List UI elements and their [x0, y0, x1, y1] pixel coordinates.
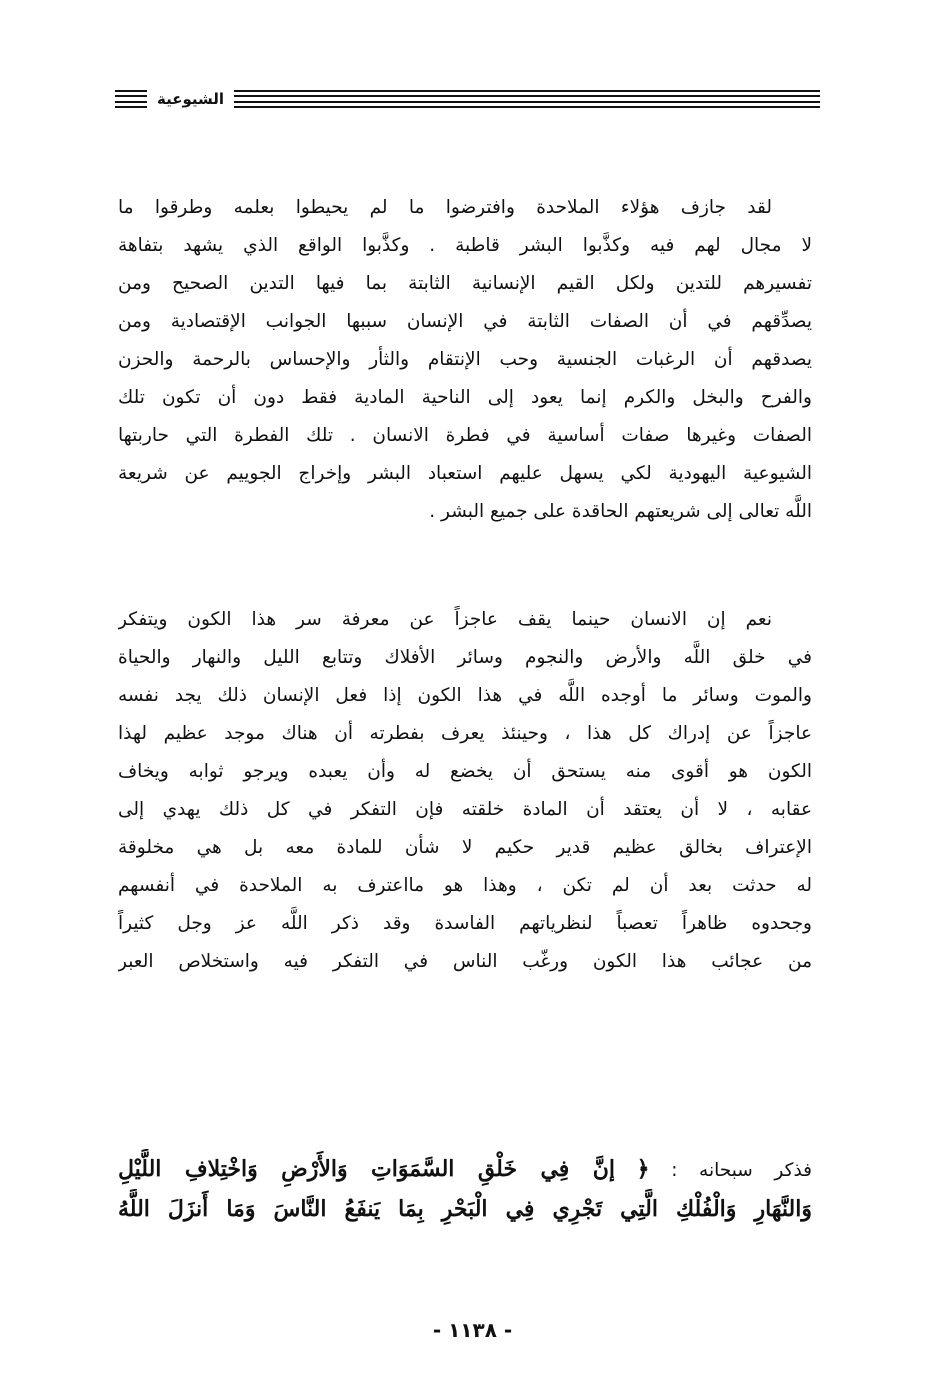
- page-number: - ١١٣٨ -: [432, 1318, 513, 1342]
- text-line: يصدقهم أن الرغبات الجنسية وحب الإنتقام والثأر والإحساس بالرحمة والحزن: [118, 349, 812, 370]
- header-rule-long: [234, 90, 820, 108]
- running-header: [115, 88, 820, 110]
- quran-intro: فذكر سبحانه :: [671, 1160, 812, 1181]
- paragraph-2: [118, 601, 812, 981]
- quran-line-1: [118, 1149, 812, 1189]
- paragraph-1: [118, 189, 812, 531]
- header-rule-small: [115, 90, 147, 108]
- quran-verse: [118, 1149, 812, 1229]
- text-line: الشيوعية اليهودية لكي يسهل عليهم استعباد البشر وإخراج الجوييم عن شريعة: [118, 463, 812, 484]
- text-line: الصفات وغيرها صفات أساسية في فطرة الانسان . تلك الفطرة التي حاربتها: [118, 425, 812, 446]
- text-line: وجحدوه ظاهراً تعصباً لنظرياتهم الفاسدة وقد ذكر اللَّه عز وجل كثيراً: [118, 913, 812, 934]
- quran-open-bracket: ﴿: [636, 1156, 650, 1182]
- text-line: يصدِّقهم في أن الصفات الثابتة في الإنسان سببها الجوانب الإقتصادية ومن: [118, 311, 812, 332]
- text-line: في خلق اللَّه والأرض والنجوم وسائر الأفلاك وتتابع الليل والنهار والحياة: [118, 647, 812, 668]
- text-line: تفسيرهم للتدين ولكل القيم الإنسانية الثابتة بما فيها التدين الصحيح ومن: [118, 273, 812, 294]
- quran-line-2: وَالنَّهَارِ وَالْفُلْكِ الَّتِي تَجْرِي فِي الْبَحْرِ بِمَا يَنفَعُ النَّاسَ وَمَا أَنزَلَ اللَّهُ: [118, 1196, 812, 1222]
- text-line: اللَّه تعالى إلى شريعتهم الحاقدة على جميع البشر .: [429, 501, 812, 522]
- text-line: الإعتراف بخالق عظيم قدير حكيم لا شأن للمادة معه بل هي مخلوقة: [118, 837, 812, 858]
- text-line: نعم إن الانسان حينما يقف عاجزاً عن معرفة سر هذا الكون ويتفكر: [118, 609, 772, 630]
- text-line: الكون هو أقوى منه يستحق أن يخضع له وأن يعبده ويرجو ثوابه ويخاف: [118, 761, 812, 782]
- text-line: له حدثت بعد أن لم تكن ، وهذا هو مااعترف به الملاحدة في أنفسهم: [118, 875, 812, 896]
- text-line: عاجزاً عن إدراك كل هذا ، وحينئذ يعرف بفطرته أن هناك موجد عظيم لهذا: [118, 723, 812, 744]
- text-line: لا مجال لهم فيه وكذَّبوا البشر قاطبة . وكذَّبوا الواقع الذي يشهد بتفاهة: [118, 235, 812, 256]
- text-line: من عجائب هذا الكون ورغّب الناس في التفكر فيه واستخلاص العبر: [118, 951, 812, 972]
- text-line: والفرح والبخل والكرم إنما يعود إلى الناحية المادية فقط دون أن تكون تلك: [118, 387, 812, 408]
- text-line: لقد جازف هؤلاء الملاحدة وافترضوا ما لم يحيطوا بعلمه وطرقوا ما: [118, 197, 772, 218]
- text-line: والموت وسائر ما أوجده اللَّه في هذا الكون إذا فعل الإنسان ذلك يجد نفسه: [118, 685, 812, 706]
- text-line: عقابه ، لا أن يعتقد أن المادة خلقته فإن التفكر في كل ذلك يهدي إلى: [118, 799, 812, 820]
- quran-text-1: إنَّ فِي خَلْقِ السَّمَوَاتِ وَالأَرْضِ وَاخْتِلافِ اللَّيْلِ: [118, 1156, 616, 1182]
- header-title: الشيوعية: [157, 90, 225, 108]
